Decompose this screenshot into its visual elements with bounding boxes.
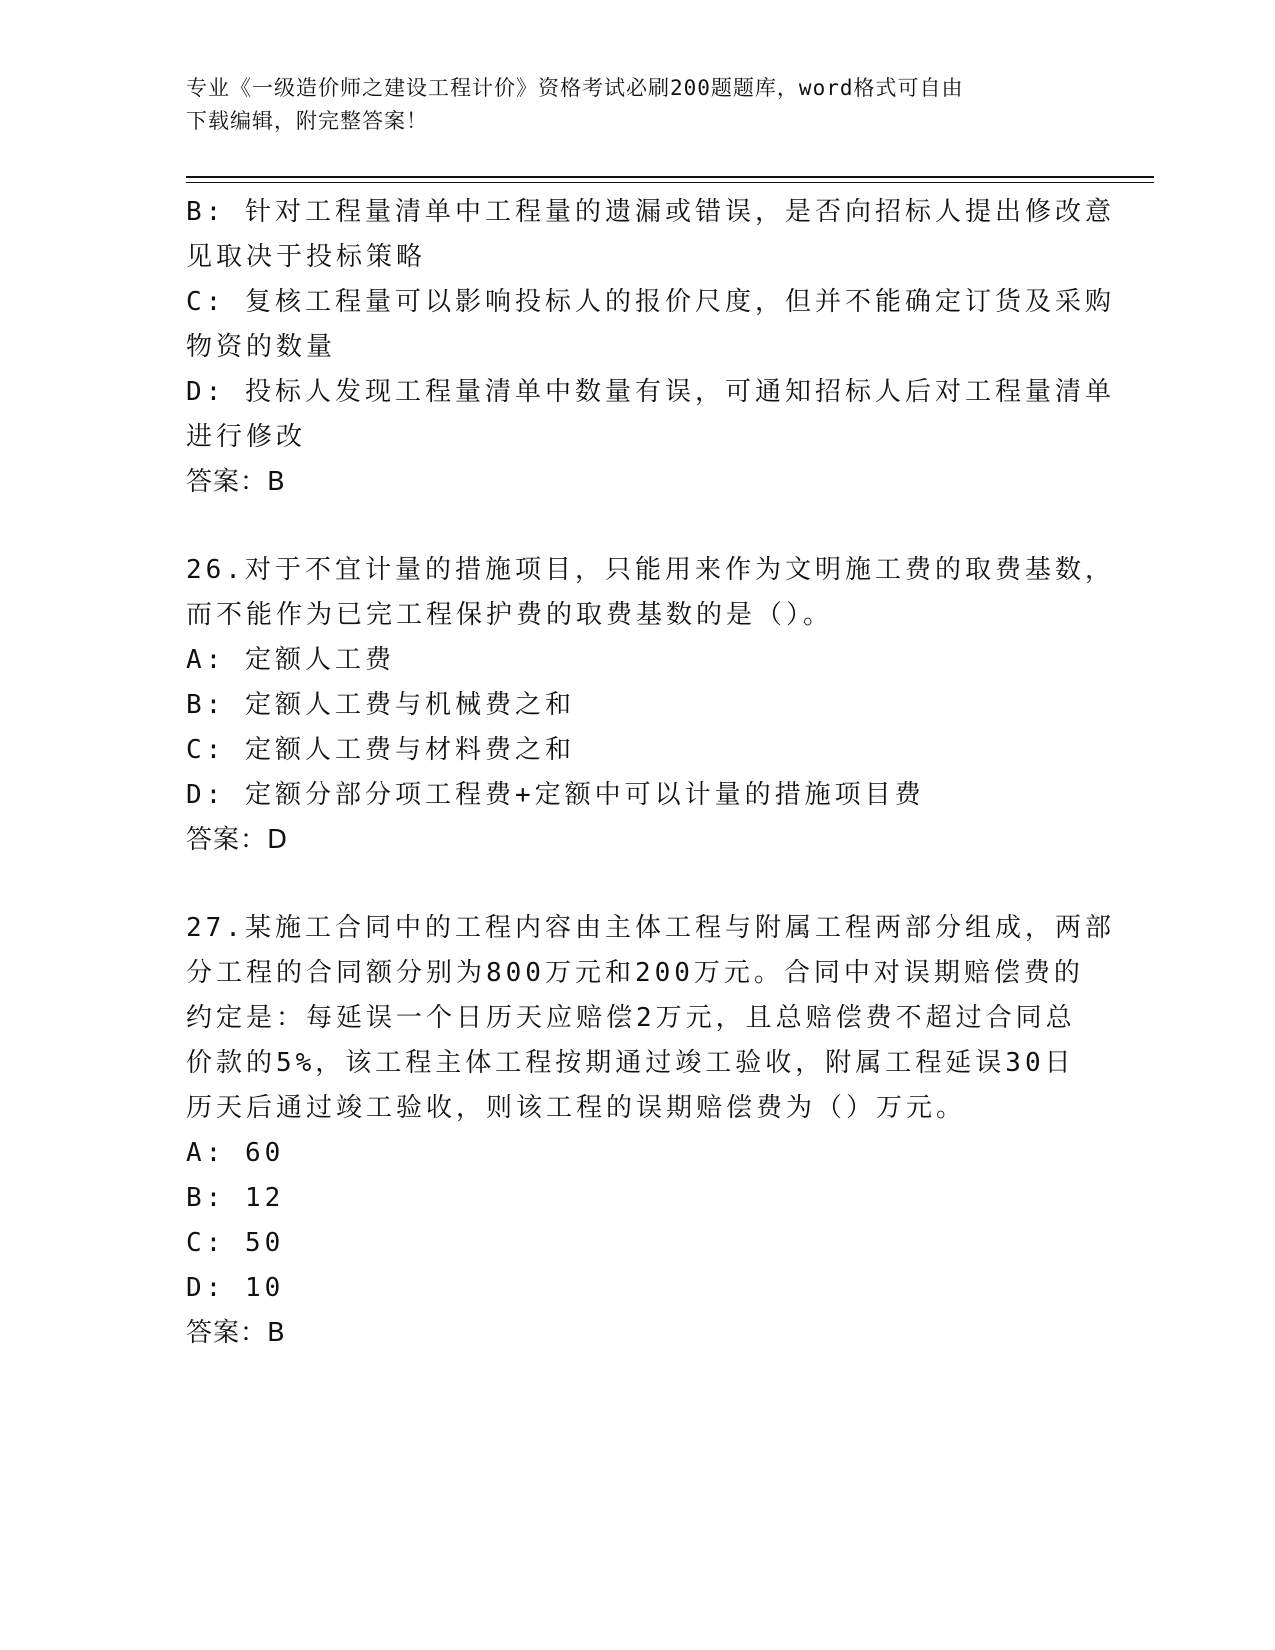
- spacer: [186, 863, 1086, 906]
- q25-option-c: [186, 280, 1115, 370]
- q27-question-line-4: 价款的5%，该工程主体工程按期通过竣工验收，附属工程延误30日: [186, 1048, 1075, 1078]
- q27-question-line-3: 约定是：每延误一个日历天应赔偿2万元，且总赔偿费不超过合同总: [186, 1003, 1076, 1033]
- q26-option-d: D: 定额分部分项工程费+定额中可以计量的措施项目费: [186, 780, 925, 810]
- q27-option-a: A: 60: [186, 1138, 285, 1168]
- q26-answer: 答案：D: [186, 825, 289, 855]
- q27-question-line-2: 分工程的合同额分别为800万元和200万元。合同中对误期赔偿费的: [186, 958, 1084, 988]
- q26-option-a: A: 定额人工费: [186, 645, 395, 675]
- q27-answer: 答案：B: [186, 1318, 286, 1348]
- q25-option-c-line-2: 物资的数量: [186, 332, 337, 362]
- q27-question-line-5: 历天后通过竣工验收，则该工程的误期赔偿费为（）万元。: [186, 1093, 967, 1123]
- q26-question-line-2: 而不能作为已完工程保护费的取费基数的是（）。: [186, 600, 834, 630]
- q25-option-b-line-2: 见取决于投标策略: [186, 242, 427, 272]
- q27-option-d: D: 10: [186, 1273, 285, 1303]
- header-divider-thick: [186, 176, 1154, 178]
- q25-answer: 答案：B: [186, 467, 286, 497]
- q27-option-c: C: 50: [186, 1228, 285, 1258]
- question-content: [186, 190, 1115, 1356]
- q26-option-c: C: 定额人工费与材料费之和: [186, 735, 575, 765]
- document-header: [186, 72, 1086, 138]
- q26-question: [186, 548, 1115, 638]
- q26-option-b: B: 定额人工费与机械费之和: [186, 690, 575, 720]
- q25-option-b-line-1: B: 针对工程量清单中工程量的遗漏或错误，是否向招标人提出修改意: [186, 197, 1115, 227]
- q25-option-d-line-1: D: 投标人发现工程量清单中数量有误，可通知招标人后对工程量清单: [186, 377, 1115, 407]
- q27-question-line-1: 27.某施工合同中的工程内容由主体工程与附属工程两部分组成，两部: [186, 913, 1115, 943]
- header-line-2: 下载编辑，附完整答案！: [186, 109, 428, 133]
- q27-option-b: B: 12: [186, 1183, 285, 1213]
- q25-option-d: [186, 370, 1115, 460]
- spacer: [186, 505, 1086, 548]
- q27-question: [186, 906, 1115, 1131]
- q25-option-c-line-1: C: 复核工程量可以影响投标人的报价尺度，但并不能确定订货及采购: [186, 287, 1115, 317]
- header-line-1: 专业《一级造价师之建设工程计价》资格考试必刷200题题库，word格式可自由: [186, 76, 964, 100]
- q26-question-line-1: 26.对于不宜计量的措施项目，只能用来作为文明施工费的取费基数，: [186, 555, 1115, 585]
- q25-option-d-line-2: 进行修改: [186, 422, 307, 452]
- q25-option-b: [186, 190, 1115, 280]
- header-divider-thin: [186, 182, 1154, 183]
